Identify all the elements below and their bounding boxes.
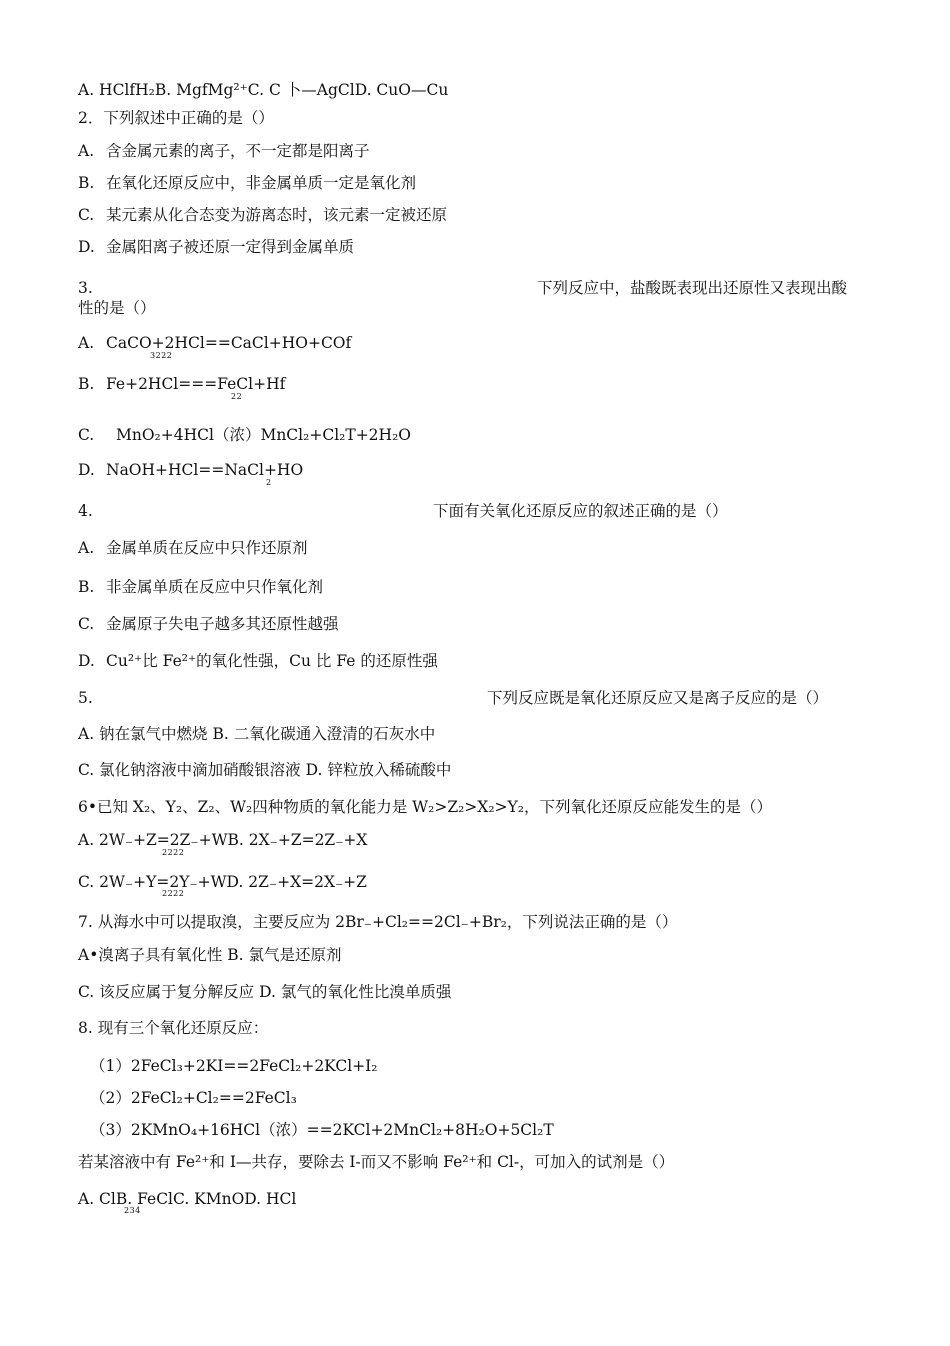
- q4-option-c: [78, 614, 339, 634]
- q7-options-ab: A•溴离子具有氧化性 B. 氯气是还原剂: [78, 946, 342, 964]
- option-text: Cu²⁺比 Fe²⁺的氧化性强，Cu 比 Fe 的还原性强: [106, 652, 438, 670]
- q3-option-b-subscripts: 22: [231, 392, 243, 401]
- q3-option-a: [78, 333, 351, 353]
- option-text: 金属原子失电子越多其还原性越强: [106, 615, 339, 633]
- q3-number: 3.: [78, 279, 93, 297]
- q6-options-ab-subscripts: 2222: [162, 848, 185, 857]
- q1-options: A. HClfH₂B. MgfMg²⁺C. C 卜—AgClD. CuO—Cu: [78, 81, 449, 99]
- option-label: D.: [78, 652, 95, 670]
- q3-option-d-subscripts: 2: [266, 478, 272, 487]
- option-text: 金属单质在反应中只作还原剂: [106, 539, 308, 557]
- option-text: Fe+2HCl===FeCl+Hf: [106, 375, 286, 393]
- q8-options: A. ClB. FeClC. KMnOD. HCl: [78, 1190, 297, 1208]
- q3-stem: 下列反应中，盐酸既表现出还原性又表现出酸: [537, 279, 848, 297]
- q4-option-d: [78, 651, 438, 671]
- q3-option-d: [78, 460, 303, 480]
- option-label: B.: [78, 375, 95, 393]
- option-text: 在氧化还原反应中，非金属单质一定是氧化剂: [106, 174, 417, 192]
- option-label: B.: [78, 578, 95, 596]
- q4-option-a: [78, 538, 308, 558]
- option-text: MnO₂+4HCl（浓）MnCl₂+Cl₂T+2H₂O: [116, 426, 411, 444]
- q2-option-b: [78, 173, 416, 193]
- q5-stem: 下列反应既是氧化还原反应又是离子反应的是（）: [487, 689, 829, 707]
- q2-stem: 2．下列叙述中正确的是（）: [78, 109, 274, 127]
- option-label: D.: [78, 238, 95, 256]
- q8-reaction-3: （3）2KMnO₄+16HCl（浓）==2KCl+2MnCl₂+8H₂O+5Cl₂T: [90, 1121, 554, 1139]
- q8-reaction-1: （1）2FeCl₃+2KI==2FeCl₂+2KCl+I₂: [90, 1057, 378, 1075]
- q8-options-subscripts: 234: [124, 1206, 141, 1215]
- q3-option-c: [78, 425, 411, 445]
- q6-options-ab: A. 2W₋+Z=2Z₋+WB. 2X₋+Z=2Z₋+X: [78, 831, 368, 849]
- option-label: C.: [78, 426, 95, 444]
- option-text: 含金属元素的离子，不一定都是阳离子: [106, 142, 370, 160]
- option-text: NaOH+HCl==NaCl+HO: [106, 461, 304, 479]
- option-label: A.: [78, 142, 95, 160]
- option-label: C.: [78, 615, 95, 633]
- q4-stem: 下面有关氧化还原反应的叙述正确的是（）: [433, 502, 728, 520]
- option-text: 金属阳离子被还原一定得到金属单质: [106, 238, 355, 256]
- q3-option-a-subscripts: 3222: [150, 351, 173, 360]
- q8-stem: 8. 现有三个氧化还原反应：: [78, 1019, 269, 1037]
- option-label: A.: [78, 334, 95, 352]
- q5-options-cd: C. 氯化钠溶液中滴加硝酸银溶液 D. 锌粒放入稀硫酸中: [78, 761, 452, 779]
- q6-stem: 6•已知 X₂、Y₂、Z₂、W₂四种物质的氧化能力是 W₂>Z₂>X₂>Y₂，下列氧化还原反应能发生的是（）: [78, 798, 772, 816]
- q6-options-cd: C. 2W₋+Y=2Y₋+WD. 2Z₋+X=2X₋+Z: [78, 873, 367, 891]
- q7-stem: 7. 从海水中可以提取溴，主要反应为 2Br₋+Cl₂==2Cl₋+Br₂，下列说法正确的是（）: [78, 913, 678, 931]
- q8-question: 若某溶液中有 Fe²⁺和 I—共存，要除去 I-而又不影响 Fe²⁺和 Cl-，可加入的试剂是（）: [78, 1153, 675, 1171]
- q2-option-d: [78, 237, 354, 257]
- option-label: A.: [78, 539, 95, 557]
- q7-options-cd: C. 该反应属于复分解反应 D. 氯气的氧化性比溴单质强: [78, 983, 452, 1001]
- option-text: 非金属单质在反应中只作氧化剂: [106, 578, 324, 596]
- option-text: CaCO+2HCl==CaCl+HO+COf: [106, 334, 352, 352]
- q5-number: 5.: [78, 689, 93, 707]
- option-text: 某元素从化合态变为游离态时，该元素一定被还原: [106, 206, 448, 224]
- q3-option-b: [78, 374, 285, 394]
- option-label: D.: [78, 461, 95, 479]
- q6-options-cd-subscripts: 2222: [162, 889, 185, 898]
- q2-option-c: [78, 205, 447, 225]
- q4-number: 4.: [78, 502, 93, 520]
- option-label: B.: [78, 174, 95, 192]
- q8-reaction-2: （2）2FeCl₂+Cl₂==2FeCl₃: [90, 1089, 297, 1107]
- q5-options-ab: A. 钠在氯气中燃烧 B. 二氧化碳通入澄清的石灰水中: [78, 725, 436, 743]
- q4-option-b: [78, 577, 323, 597]
- option-label: C.: [78, 206, 95, 224]
- q2-option-a: [78, 141, 370, 161]
- q3-stem-continued: 性的是（）: [78, 299, 156, 317]
